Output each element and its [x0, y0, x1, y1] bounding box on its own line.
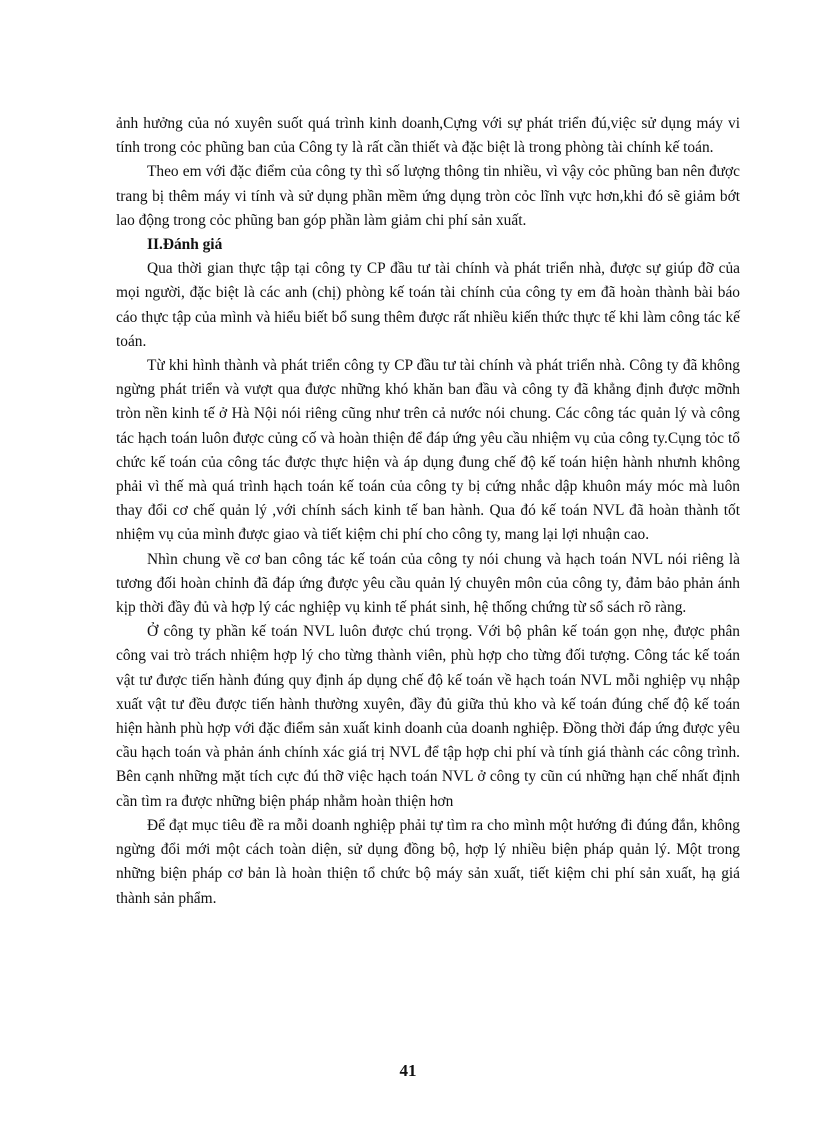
page-number: 41	[399, 1061, 417, 1080]
paragraph-recommendation: Theo em với đặc điểm của công ty thì số lượng thông tin nhiều, vì vậy cỏc phũng ban nên được trang bị thêm máy vi tính và sử dụng phần mềm ứng dụng tròn cỏc lĩnh vực hơn,khi đó sẽ giảm bớt lao động trong cỏc phũng ban góp phần làm giảm chi phí sản xuất.	[116, 163, 740, 229]
paragraph-goals: Để đạt mục tiêu đề ra mỗi doanh nghiệp phải tự tìm ra cho mình một hướng đi đúng đắn, không ngừng đổi mới một cách toàn diện, sử dụng đồng bộ, hợp lý nhiều biện pháp quản lý. Một trong những biện pháp cơ bản là hoàn thiện tổ chức bộ máy sản xuất, tiết kiệm chi phí sản xuất, hạ giá thành sản phẩm.	[116, 816, 740, 907]
document-page	[116, 112, 740, 911]
paragraph-nvl-accounting: Ở công ty phần kế toán NVL luôn được chú trọng. Với bộ phân kế toán gọn nhẹ, được phân công vai trò trách nhiệm hợp lý cho từng thành viên, phù hợp cho từng đối tượng. Công tác kế toán vật tư được tiến hành đúng quy định áp dụng chế độ kế toán về hạch toán NVL mỗi nghiệp vụ nhập xuất vật tư đều được tiến hành thường xuyên, đầy đủ giữa thủ kho và kế toán đúng chế độ kế toán hiện hành phù hợp với đặc điểm sản xuất kinh doanh của doanh nghiệp. Đồng thời đáp ứng được yêu cầu hạch toán và phản ánh chính xác giá trị NVL để tập hợp chi phí và tính giá thành các công trình. Bên cạnh những mặt tích cực đú thỡ việc hạch toán NVL ở công ty cũn cú những hạn chế nhất định cần tìm ra được những biện pháp nhằm hoàn thiện hơn	[116, 623, 740, 810]
paragraph-internship: Qua thời gian thực tập tại công ty CP đầu tư tài chính và phát triển nhà, được sự giúp đỡ của mọi người, đặc biệt là các anh (chị) phòng kế toán tài chính của công ty em đã hoàn thành bài báo cáo thực tập của mình và hiểu biết bổ sung thêm được rất nhiều kiến thức thực tế khi làm công tác kế toán.	[116, 260, 740, 350]
paragraph-overview: Nhìn chung về cơ ban công tác kế toán của công ty nói chung và hạch toán NVL nói riêng là tương đối hoàn chỉnh đã đáp ứng được yêu cầu quản lý chuyên môn của công ty, đảm bảo phản ánh kịp thời đầy đủ và hợp lý các nghiệp vụ kinh tế phát sinh, hệ thống chứng từ sổ sách rõ ràng.	[116, 550, 740, 617]
paragraph-continuation: ảnh hưởng của nó xuyên suốt quá trình kinh doanh,Cựng với sự phát triển đú,việc sử dụng máy vi tính trong cỏc phũng ban của Công ty là rất cần thiết và đặc biệt là trong phòng tài chính kế toán.	[116, 115, 740, 157]
paragraph-company-development: Từ khi hình thành và phát triển công ty CP đầu tư tài chính và phát triển nhà. Công ty đã không ngừng phát triển và vượt qua được những khó khăn ban đầu và công ty đã khẳng định được mỡnh tròn nền kinh tế ở Hà Nội nói riêng cũng như trên cả nước nói chung. Các công tác quản lý và công tác hạch toán luôn được củng cố và hoàn thiện để đáp ứng yêu cầu nhiệm vụ của công ty.Cụng tỏc tổ chức kế toán của công tác được thực hiện và áp dụng đung chế độ kế toán hiện hành nhưnh không phải vì thế mà quá trình hạch toán kế toán của công ty bị cứng nhắc dập khuôn máy móc mà luôn thay đổi cơ chế quản lý ,với chính sách kinh tế ban hành. Qua đó kế toán NVL đã hoàn thành tốt nhiệm vụ của mình được giao và tiết kiệm chi phí cho công ty, mang lại lợi nhuận cao.	[116, 357, 740, 544]
section-heading: II.Đánh giá	[147, 236, 223, 254]
